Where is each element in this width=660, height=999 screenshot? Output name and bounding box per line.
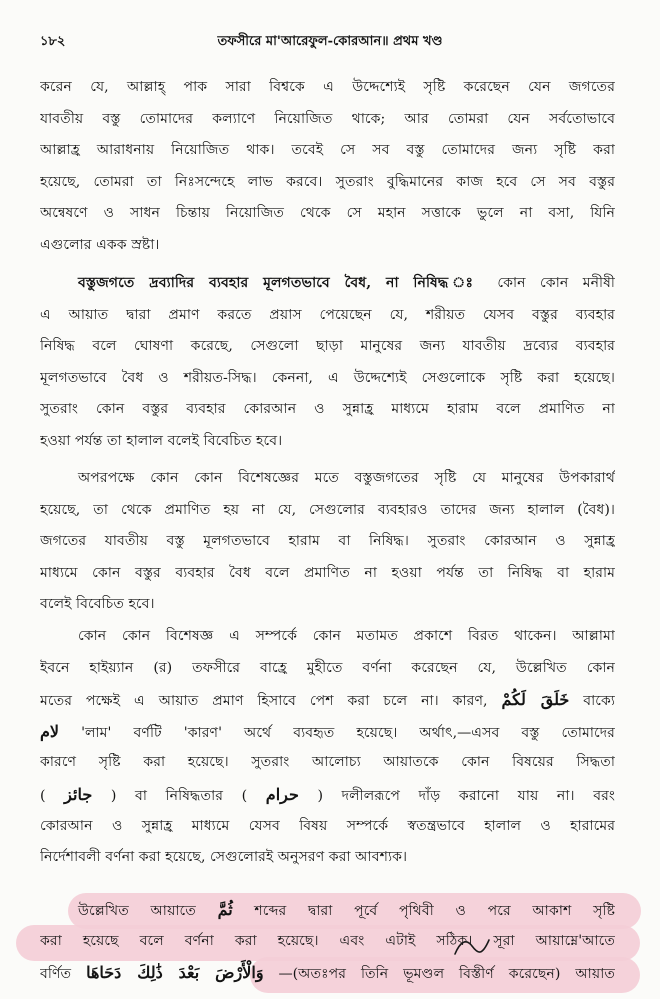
text-line: করেন যে, আল্লাহ্ পাক সারা বিশ্বকে এ উদ্দেশ্যেই সৃষ্টি করেছেন যেন জগতের bbox=[40, 79, 615, 95]
text-line: বলেই বিবেচিত হবে। bbox=[40, 596, 155, 613]
page-number: ১৮২ bbox=[40, 34, 66, 49]
text-line bbox=[40, 779, 615, 811]
text-fragment: —(অতঃপর তিনি ভূমণ্ডল বিস্তীর্ণ করেছেন) আয়াত bbox=[278, 966, 615, 983]
text-fragment: 'লাম' বর্ণটি 'কারণ' অর্থে ব্যবহৃত হয়েছে। অর্থাৎ,—এসব বস্তু তোমাদের bbox=[81, 724, 615, 741]
arabic-verse: وَالْأَرْضَ بَعْدَ ذَٰلِكَ دَحَاهَا bbox=[86, 963, 264, 983]
text-line bbox=[40, 268, 615, 300]
text-line: ইবনে হাইয়্যান (র) তফসীরে বাহ্রে মুহীতে বর্ণনা করেছেন যে, উল্লেখিত কোন bbox=[40, 659, 615, 676]
text-line: হয়েছে, তা থেকে প্রমাণিত হয় না যে, সেগুলোর ব্যবহারও তাদের জন্য হালাল (বৈধ)। bbox=[40, 501, 615, 518]
text-fragment: উল্লেখিত আয়াতে bbox=[78, 903, 196, 919]
arabic-word: لام bbox=[40, 721, 60, 741]
text-fragment: বর্ণিত bbox=[40, 966, 72, 983]
text-fragment: কোন কোন মনীষী bbox=[497, 275, 615, 291]
text-fragment: শব্দের দ্বারা পূর্বে পৃথিবী ও পরে আকাশ সৃষ্টি bbox=[254, 903, 615, 919]
text-line: হওয়া পর্যন্ত তা হালাল বলেই বিবেচিত হবে। bbox=[40, 432, 283, 449]
highlighted-note bbox=[40, 894, 615, 989]
text-line: কোন কোন বিশেষজ্ঞ এ সম্পর্কে কোন মতামত প্রকাশে বিরত থাকেন। আল্লামা bbox=[78, 628, 615, 644]
text-fragment: ) দলীলরূপে দাঁড় করানো যায় না। বরং bbox=[317, 787, 615, 804]
text-line: যাবতীয় বস্তু তোমাদের কল্যাণে নিয়োজিত থাকে; আর তোমরা যেন সর্বতোভাবে bbox=[40, 110, 615, 127]
arabic-word: حرام bbox=[265, 784, 299, 804]
text-line bbox=[40, 716, 615, 748]
text-fragment: বাক্যে bbox=[583, 693, 615, 710]
section-heading: বস্তুজগতে দ্রব্যাদির ব্যবহার মূলগতভাবে বৈধ, না নিষিদ্ধ ঃ bbox=[78, 275, 483, 291]
text-fragment: ( bbox=[40, 787, 46, 804]
arabic-phrase: خَلَقَ لَكُمْ bbox=[501, 690, 570, 710]
text-line: জগতের যাবতীয় বস্তু মূলগতভাবে হারাম বা নিষিদ্ধ। সুতরাং কোরআন ও সুন্নাহ্র bbox=[40, 533, 615, 550]
text-fragment: সূরা আয়াম্নে'আতে bbox=[493, 932, 615, 949]
text-line: কারণে সৃষ্টি করা হয়েছে। সুতরাং আলোচ্য আয়াতকে কোন বিষয়ের সিদ্ধতা bbox=[40, 754, 615, 771]
text-line: মাধ্যমে কোন বস্তুর ব্যবহার বৈধ বলে প্রমাণিত না হওয়া পর্যন্ত তা নিষিদ্ধ বা হারাম bbox=[40, 564, 615, 581]
text-fragment: মতের পক্ষেই এ আয়াত প্রমাণ হিসাবে পেশ করা চলে না। কারণ, bbox=[40, 693, 488, 710]
text-line: অপরপক্ষে কোন কোন বিশেষজ্ঞের মতে বস্তুজগতের সৃষ্টি যে মানুষের উপকারার্থ bbox=[78, 470, 615, 486]
text-line: অন্বেষণে ও সাধন চিন্তায় নিয়োজিত থেকে সে মহান সত্তাকে ভুলে না বসা, যিনি bbox=[40, 205, 615, 222]
text-fragment: ) বা নিষিদ্ধতার ( bbox=[110, 787, 248, 804]
page-header bbox=[40, 30, 620, 54]
text-line bbox=[40, 684, 615, 716]
text-line: আল্লাহ্র আরাধনায় নিয়োজিত থাক। তবেই সে সব বস্তু তোমাদের জন্য সৃষ্টি করা bbox=[40, 142, 615, 159]
text-line: এ আয়াত দ্বারা প্রমাণ করতে প্রয়াস পেয়েছেন যে, শরীয়ত যেসব বস্তুর ব্যবহার bbox=[40, 306, 615, 323]
paragraph-2 bbox=[40, 268, 615, 458]
paragraph-3 bbox=[40, 463, 615, 621]
text-line: নিষিদ্ধ বলে ঘোষণা করেছে, সেগুলো ছাড়া মানুষের জন্য যাবতীয় দ্রব্যের ব্যবহার bbox=[40, 338, 615, 355]
arabic-word: ثُمَّ bbox=[217, 900, 233, 919]
text-line: সুতরাং কোন বস্তুর ব্যবহার কোরআন ও সুন্নাহ্র মাধ্যমে হারাম বলে প্রমাণিত না bbox=[40, 401, 615, 418]
running-title: তফসীরে মা'আরেফুল-কোরআন॥ প্রথম খণ্ড bbox=[217, 34, 443, 49]
text-line bbox=[40, 926, 615, 958]
text-line bbox=[40, 894, 615, 926]
text-line: কোরআন ও সুন্নাহ্র মাধ্যমে যেসব বিষয় সম্পর্কে স্বতন্ত্রভাবে হালাল ও হারামের bbox=[40, 817, 615, 834]
text-line: হয়েছে, তোমরা তা নিঃসন্দেহে লাভ করবে। সুতরাং বুদ্ধিমানের কাজ হবে সে সব বস্তুর bbox=[40, 173, 615, 190]
arabic-word: جائز bbox=[64, 784, 93, 804]
paragraph-4 bbox=[40, 621, 615, 874]
text-line: নির্দেশাবলী বর্ণনা করা হয়েছে, সেগুলোরই অনুসরণ করা আবশ্যক। bbox=[40, 849, 408, 866]
text-line: মূলগতভাবে বৈধ ও শরীয়ত-সিদ্ধ। কেননা, এ উদ্দেশ্যেই সেগুলোকে সৃষ্টি করা হয়েছে। bbox=[40, 369, 615, 386]
text-line: এগুলোর একক স্রষ্টা। bbox=[40, 236, 160, 253]
handwritten-mark bbox=[452, 932, 492, 962]
paragraph-1 bbox=[40, 72, 615, 262]
text-fragment: করা হয়েছে বলে বর্ণনা করা হয়েছে। এবং এটাই সঠিক। bbox=[40, 932, 473, 949]
text-line bbox=[40, 957, 615, 989]
